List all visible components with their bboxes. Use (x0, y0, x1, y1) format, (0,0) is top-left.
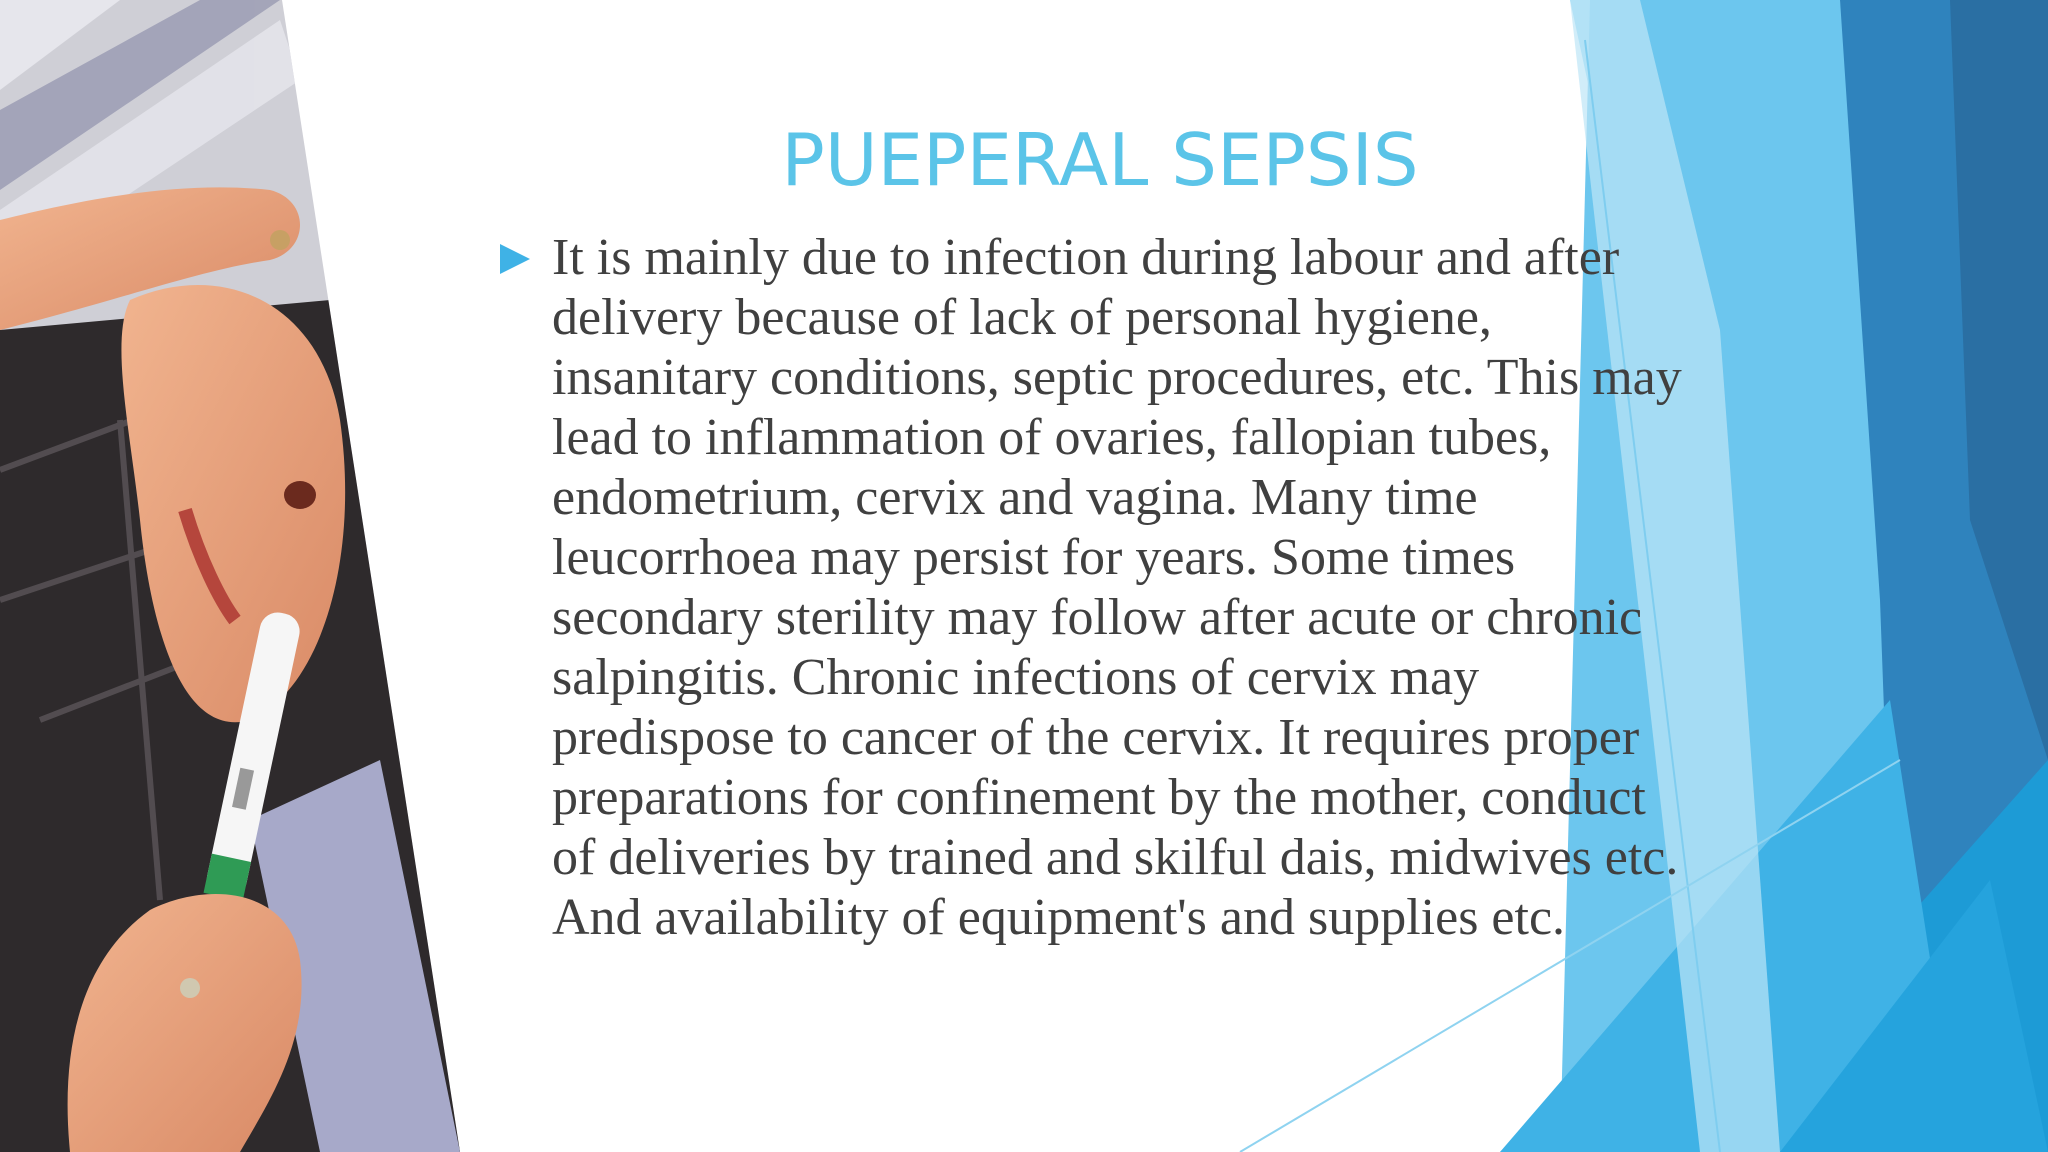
slide-body (500, 228, 1800, 948)
bullet-item (500, 228, 1800, 948)
triangle-bullet-icon (500, 244, 530, 274)
sick-person-thermometer-photo (0, 0, 470, 1152)
slide-title: PUEPERAL SEPSIS (781, 118, 1419, 202)
bullet-text: It is mainly due to infection during labour and after delivery because of lack of personal hygiene, insanitary conditions, septic procedures, etc. This may lead to inflammation of ovaries, fallopian tubes, endometrium, cervix and vagina. Many time leucorrhoea may persist for years. Some times secondary sterility may follow after acute or chronic salpingitis. Chronic infections of cervix may predispose to cancer of the cervix. It requires proper preparations for confinement by the mother, conduct of deliveries by trained and skilful dais, midwives etc. And availability of equipment's and supplies etc. (552, 229, 1682, 946)
